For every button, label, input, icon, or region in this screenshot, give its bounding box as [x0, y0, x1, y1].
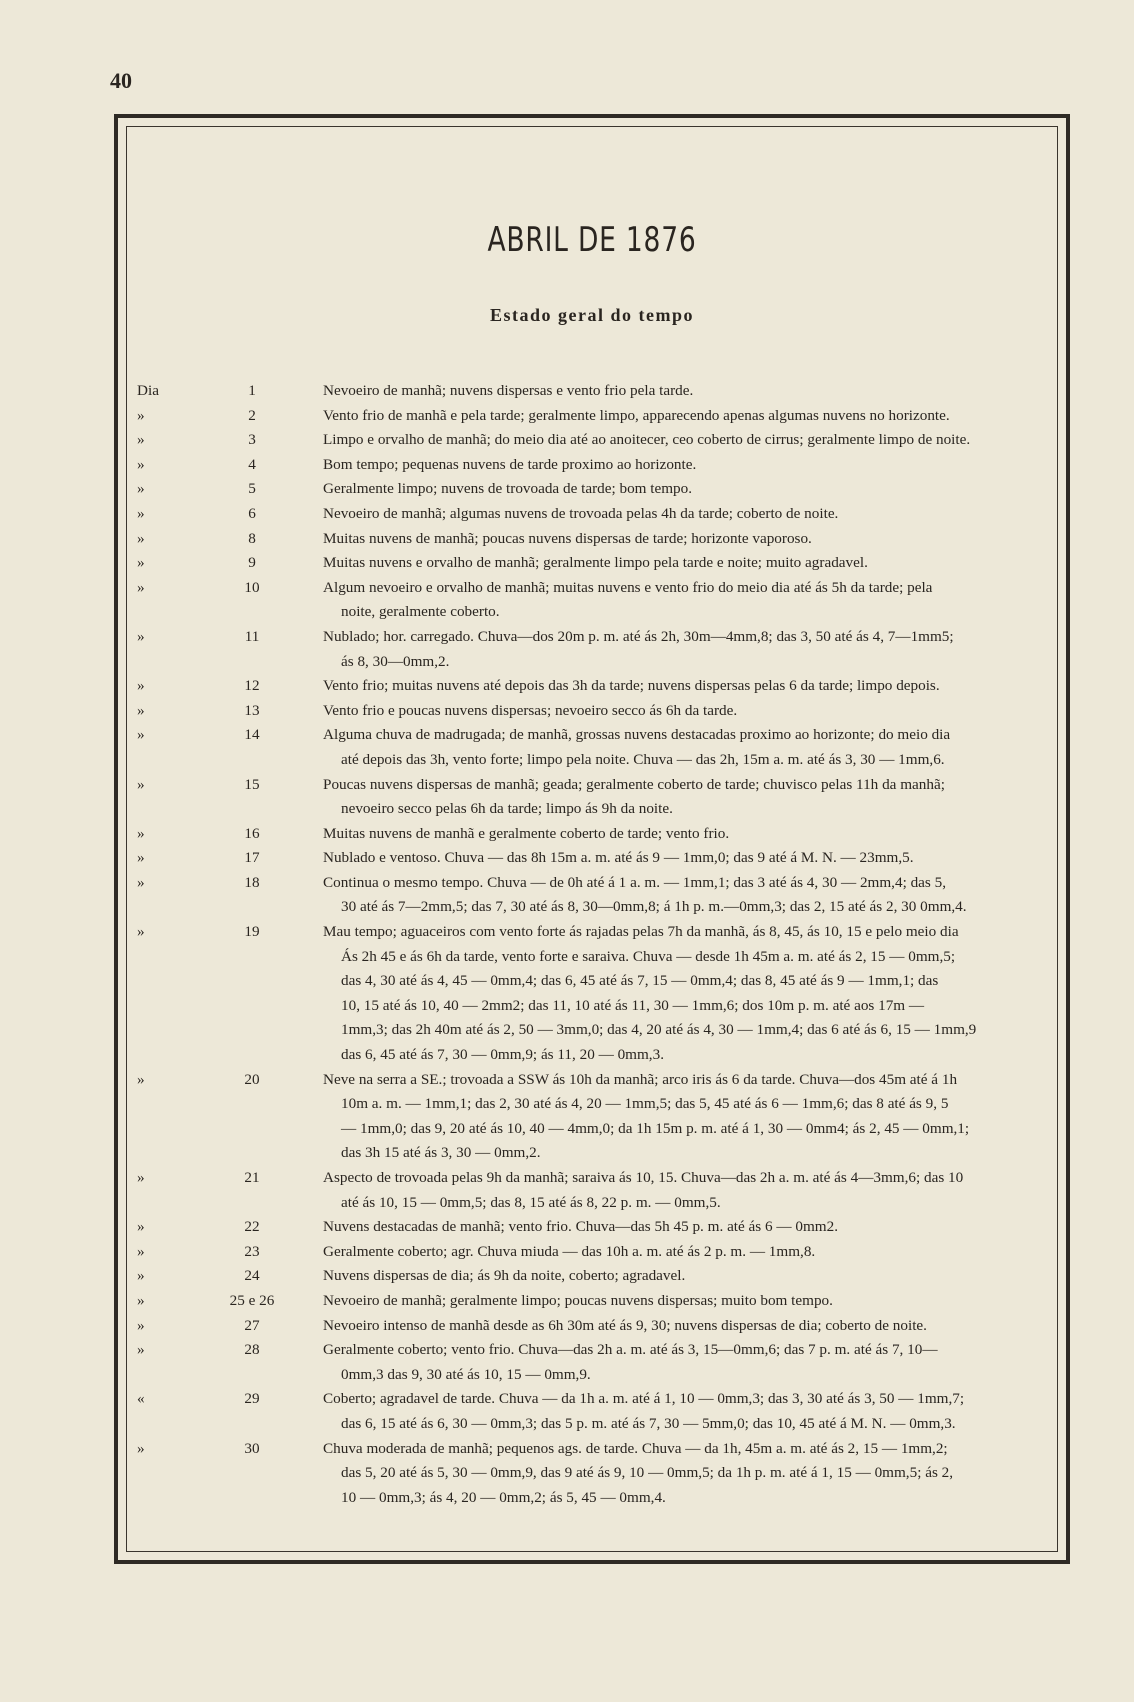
entry-label: »: [137, 775, 145, 793]
entry-text-line: 0mm,3 das 9, 30 até ás 10, 15 — 0mm,9.: [341, 1365, 591, 1383]
entry-text: [291, 674, 1047, 699]
entry-day: 27: [244, 1316, 260, 1334]
entry-text: [291, 477, 1047, 502]
weather-entry: [137, 379, 1047, 404]
entry-day: 10: [244, 578, 260, 596]
entry-text: [291, 1240, 1047, 1265]
entry-day: 14: [244, 726, 260, 744]
weather-entry: [137, 477, 1047, 502]
entry-label: Dia: [137, 382, 159, 399]
entry-day: 16: [244, 824, 260, 842]
entry-text-line: Nevoeiro de manhã; geralmente limpo; poucas nuvens dispersas; muito bom tempo.: [323, 1291, 833, 1309]
entry-label: »: [137, 873, 145, 891]
weather-entry: [137, 404, 1047, 429]
entry-label: »: [137, 578, 145, 596]
entry-text: [291, 379, 1047, 404]
entry-text-line: noite, geralmente coberto.: [341, 603, 500, 621]
entry-label: »: [137, 1439, 145, 1457]
entry-label: »: [137, 455, 145, 473]
weather-entry: [137, 1166, 1047, 1215]
entry-text-line: Vento frio de manhã e pela tarde; geralmente limpo, apparecendo apenas algumas nuvens no horizonte.: [323, 406, 950, 424]
entry-day: 9: [248, 554, 256, 572]
entry-label: »: [137, 480, 145, 498]
entry-label: »: [137, 849, 145, 867]
entry-text-line: Bom tempo; pequenas nuvens de tarde proximo ao horizonte.: [323, 455, 697, 473]
entry-text-line: das 6, 45 até ás 7, 30 — 0mm,9; ás 11, 20 — 0mm,3.: [341, 1046, 664, 1064]
entry-label: »: [137, 1291, 145, 1309]
weather-entry: [137, 846, 1047, 871]
entry-text: [291, 1314, 1047, 1339]
entry-day: 11: [244, 627, 260, 645]
weather-entry: [137, 551, 1047, 576]
entry-day: 15: [244, 775, 260, 793]
entry-text: [291, 699, 1047, 724]
entry-text-line: 30 até ás 7—2mm,5; das 7, 30 até ás 8, 30—0mm,8; á 1h p. m.—0mm,3; das 2, 15 até ás 2, 30 0mm,4.: [341, 898, 967, 916]
entry-text: [291, 920, 1047, 1068]
entry-text-line: Nevoeiro de manhã; nuvens dispersas e vento frio pela tarde.: [323, 382, 694, 399]
entry-text-line: Continua o mesmo tempo. Chuva — de 0h até á 1 a. m. — 1mm,1; das 3 até ás 4, 30 — 2mm,4; das 5,: [323, 873, 947, 891]
entry-text-line: Ás 2h 45 e ás 6h da tarde, vento forte e saraiva. Chuva — desde 1h 45m a. m. até ás 2, 15 — 0mm,5;: [341, 947, 956, 965]
entry-text-line: Geralmente coberto; vento frio. Chuva—das 2h a. m. até ás 3, 15—0mm,6; das 7 p. m. até ás 7, 10—: [323, 1341, 938, 1359]
weather-entry: [137, 1387, 1047, 1436]
entry-label: »: [137, 554, 145, 572]
entry-text-line: Muitas nuvens e orvalho de manhã; geralmente limpo pela tarde e noite; muito agradavel.: [323, 554, 868, 572]
weather-entry: [137, 576, 1047, 625]
weather-entry: [137, 920, 1047, 1068]
page-number: 40: [110, 68, 132, 93]
entry-text-line: Nublado e ventoso. Chuva — das 8h 15m a. m. até ás 9 — 1mm,0; das 9 até á M. N. — 23mm,5.: [323, 849, 914, 867]
weather-entry: [137, 502, 1047, 527]
entry-text-line: Aspecto de trovoada pelas 9h da manhã; saraiva ás 10, 15. Chuva—das 2h a. m. até ás 4—3mm,6; das 10: [323, 1169, 964, 1186]
weather-entry: [137, 1215, 1047, 1240]
entry-text: [291, 773, 1047, 822]
entry-day: 3: [248, 431, 256, 449]
weather-entry: [137, 1289, 1047, 1314]
entry-text: [291, 1338, 1047, 1387]
entry-text: [291, 453, 1047, 478]
entry-text-line: das 5, 20 até ás 5, 30 — 0mm,9, das 9 até ás 9, 10 — 0mm,5; da 1h p. m. até á 1, 15 — 0mm,5; ás 2,: [341, 1464, 954, 1482]
entry-text: [291, 1215, 1047, 1240]
entry-label: »: [137, 431, 145, 449]
entry-text-line: Nevoeiro intenso de manhã desde as 6h 30m até ás 9, 30; nuvens dispersas de dia; coberto de noite.: [323, 1316, 927, 1334]
entry-text-line: Alguma chuva de madrugada; de manhã, grossas nuvens destacadas proximo ao horizonte; do meio dia: [323, 726, 951, 744]
entry-text-line: Algum nevoeiro e orvalho de manhã; muitas nuvens e vento frio do meio dia até ás 5h da tarde; pela: [323, 578, 933, 596]
weather-entry: [137, 699, 1047, 724]
entry-day: 30: [244, 1439, 260, 1457]
entry-text: [291, 428, 1047, 453]
entry-day: 20: [244, 1070, 260, 1088]
entry-text-line: Nublado; hor. carregado. Chuva—dos 20m p. m. até ás 2h, 30m—4mm,8; das 3, 50 até ás 4, 7—1mm5;: [323, 627, 954, 645]
entry-text-line: 1mm,3; das 2h 40m até ás 2, 50 — 3mm,0; das 4, 20 até ás 4, 30 — 1mm,4; das 6 até ás 6, 15 — 1mm,9: [341, 1021, 977, 1039]
entry-day: 28: [244, 1341, 260, 1359]
weather-entry: [137, 428, 1047, 453]
entry-day: 2: [248, 406, 256, 424]
entry-text: [291, 822, 1047, 847]
entry-text-line: Vento frio e poucas nuvens dispersas; nevoeiro secco ás 6h da tarde.: [323, 701, 738, 719]
weather-entry: [137, 1264, 1047, 1289]
entry-text-line: Muitas nuvens de manhã; poucas nuvens dispersas de tarde; horizonte vaporoso.: [323, 529, 812, 547]
weather-entry: [137, 773, 1047, 822]
page-frame: [114, 114, 1070, 1564]
entry-text: [291, 846, 1047, 871]
weather-entry: [137, 1437, 1047, 1511]
weather-entry: [137, 822, 1047, 847]
entry-text-line: Poucas nuvens dispersas de manhã; geada; geralmente coberto de tarde; chuvisco pelas 11h da manhã;: [323, 775, 945, 793]
entry-text-line: das 6, 15 até ás 6, 30 — 0mm,3; das 5 p. m. até ás 7, 30 — 5mm,0; das 10, 45 até á M. N. — 0mm,3.: [341, 1414, 956, 1432]
entry-text-line: 10, 15 até ás 10, 40 — 2mm2; das 11, 10 até ás 11, 30 — 1mm,6; dos 10m p. m. até aos 17m —: [341, 996, 925, 1014]
entry-text: [291, 404, 1047, 429]
entry-day: 8: [248, 529, 256, 547]
entry-day: 4: [248, 455, 256, 473]
weather-entry: [137, 527, 1047, 552]
entry-text: [291, 1264, 1047, 1289]
weather-entry: [137, 723, 1047, 772]
entry-label: »: [137, 1218, 145, 1236]
entry-label: »: [137, 1316, 145, 1334]
entry-text-line: Chuva moderada de manhã; pequenos ags. de tarde. Chuva — da 1h, 45m a. m. até ás 2, 15 — 1mm,2;: [323, 1439, 948, 1457]
section-subtitle: Estado geral do tempo: [490, 305, 694, 325]
weather-entry: [137, 453, 1047, 478]
entry-text-line: das 3h 15 até ás 3, 30 — 0mm,2.: [341, 1144, 541, 1162]
entry-text-line: Nuvens destacadas de manhã; vento frio. Chuva—das 5h 45 p. m. até ás 6 — 0mm2.: [323, 1218, 838, 1236]
entry-text-line: Coberto; agradavel de tarde. Chuva — da 1h a. m. até á 1, 10 — 0mm,3; das 3, 30 até ás 3, 50 — 1mm,7;: [323, 1390, 965, 1408]
entry-label: »: [137, 1267, 145, 1285]
entry-label: »: [137, 406, 145, 424]
weather-entry: [137, 1338, 1047, 1387]
weather-entry: [137, 1314, 1047, 1339]
entry-label: »: [137, 701, 145, 719]
entry-day: 24: [244, 1267, 260, 1285]
entry-day: 21: [244, 1169, 260, 1186]
entry-day: 18: [244, 873, 260, 891]
entry-text: [291, 1387, 1047, 1436]
entry-text-line: até ás 10, 15 — 0mm,5; das 8, 15 até ás 8, 22 p. m. — 0mm,5.: [341, 1193, 721, 1211]
entry-text-line: 10 — 0mm,3; ás 4, 20 — 0mm,2; ás 5, 45 — 0mm,4.: [341, 1488, 666, 1506]
entry-text-line: Limpo e orvalho de manhã; do meio dia até ao anoitecer, ceo coberto de cirrus; geralmente limpo de noite.: [323, 431, 971, 449]
entry-label: »: [137, 824, 145, 842]
entry-text: [291, 625, 1047, 674]
entry-text: [291, 1437, 1047, 1511]
entry-text-line: Nevoeiro de manhã; algumas nuvens de trovoada pelas 4h da tarde; coberto de noite.: [323, 504, 839, 522]
entry-text-line: Neve na serra a SE.; trovoada a SSW ás 10h da manhã; arco iris ás 6 da tarde. Chuva—dos 45m até á 1h: [323, 1070, 958, 1088]
entry-text: [291, 1289, 1047, 1314]
entry-text: [291, 527, 1047, 552]
entry-label: »: [137, 1341, 145, 1359]
entry-text-line: 10m a. m. — 1mm,1; das 2, 30 até ás 4, 20 — 1mm,5; das 5, 45 até ás 6 — 1mm,6; das 8 até ás 9, 5: [341, 1095, 949, 1113]
entry-label: »: [137, 923, 145, 941]
entry-label: «: [137, 1390, 145, 1408]
entry-text: [291, 871, 1047, 920]
entry-day: 5: [248, 480, 256, 498]
page-title: ABRIL DE 1876: [487, 220, 697, 260]
entry-label: »: [137, 1242, 145, 1260]
entry-text: [291, 1068, 1047, 1166]
entry-day: 19: [244, 923, 260, 941]
entry-text: [291, 1166, 1047, 1215]
entry-day: 22: [244, 1218, 260, 1236]
weather-entry: [137, 625, 1047, 674]
entry-text-line: Mau tempo; aguaceiros com vento forte ás rajadas pelas 7h da manhã, ás 8, 45, ás 10, 15 e pelo meio dia: [323, 923, 959, 941]
entry-label: »: [137, 1169, 145, 1186]
entry-day: 1: [248, 382, 256, 399]
entry-text: [291, 723, 1047, 772]
weather-entry: [137, 674, 1047, 699]
entry-label: »: [137, 504, 145, 522]
page-frame-inner: [126, 126, 1058, 1552]
entry-text-line: das 4, 30 até ás 4, 45 — 0mm,4; das 6, 45 até ás 7, 15 — 0mm,4; das 8, 45 até ás 9 — 1mm,1; das: [341, 972, 939, 990]
entry-text: [291, 502, 1047, 527]
entry-label: »: [137, 726, 145, 744]
entry-text: [291, 576, 1047, 625]
entry-day: 23: [244, 1242, 260, 1260]
entry-label: »: [137, 677, 145, 695]
entry-text-line: nevoeiro secco pelas 6h da tarde; limpo ás 9h da noite.: [341, 800, 673, 818]
entry-text-line: — 1mm,0; das 9, 20 até ás 10, 40 — 4mm,0; da 1h 15m p. m. até á 1, 30 — 0mm4; ás 2, 45 — 0mm,1;: [341, 1119, 970, 1137]
entry-day: 6: [248, 504, 256, 522]
entry-label: »: [137, 627, 145, 645]
entry-label: »: [137, 1070, 145, 1088]
entry-text-line: Geralmente coberto; agr. Chuva miuda — das 10h a. m. até ás 2 p. m. — 1mm,8.: [323, 1242, 816, 1260]
entry-day: 29: [244, 1390, 260, 1408]
weather-entries-list: [137, 379, 1047, 1510]
entry-day: 13: [244, 701, 260, 719]
entry-text-line: ás 8, 30—0mm,2.: [341, 652, 450, 670]
entry-day: 17: [244, 849, 260, 867]
weather-entry: [137, 1240, 1047, 1265]
entry-text-line: Nuvens dispersas de dia; ás 9h da noite, coberto; agradavel.: [323, 1267, 686, 1285]
entry-text-line: até depois das 3h, vento forte; limpo pela noite. Chuva — das 2h, 15m a. m. até ás 3, 30 — 1mm,6.: [341, 750, 945, 768]
entry-day: 12: [244, 677, 260, 695]
weather-entry: [137, 871, 1047, 920]
entry-text-line: Geralmente limpo; nuvens de trovoada de tarde; bom tempo.: [323, 480, 693, 498]
entry-text: [291, 551, 1047, 576]
entry-label: »: [137, 529, 145, 547]
entry-text-line: Muitas nuvens de manhã e geralmente coberto de tarde; vento frio.: [323, 824, 730, 842]
entry-text-line: Vento frio; muitas nuvens até depois das 3h da tarde; nuvens dispersas pelas 6 da tarde; limpo depois.: [323, 677, 940, 695]
entry-day: 25 e 26: [229, 1291, 275, 1309]
weather-entry: [137, 1068, 1047, 1166]
